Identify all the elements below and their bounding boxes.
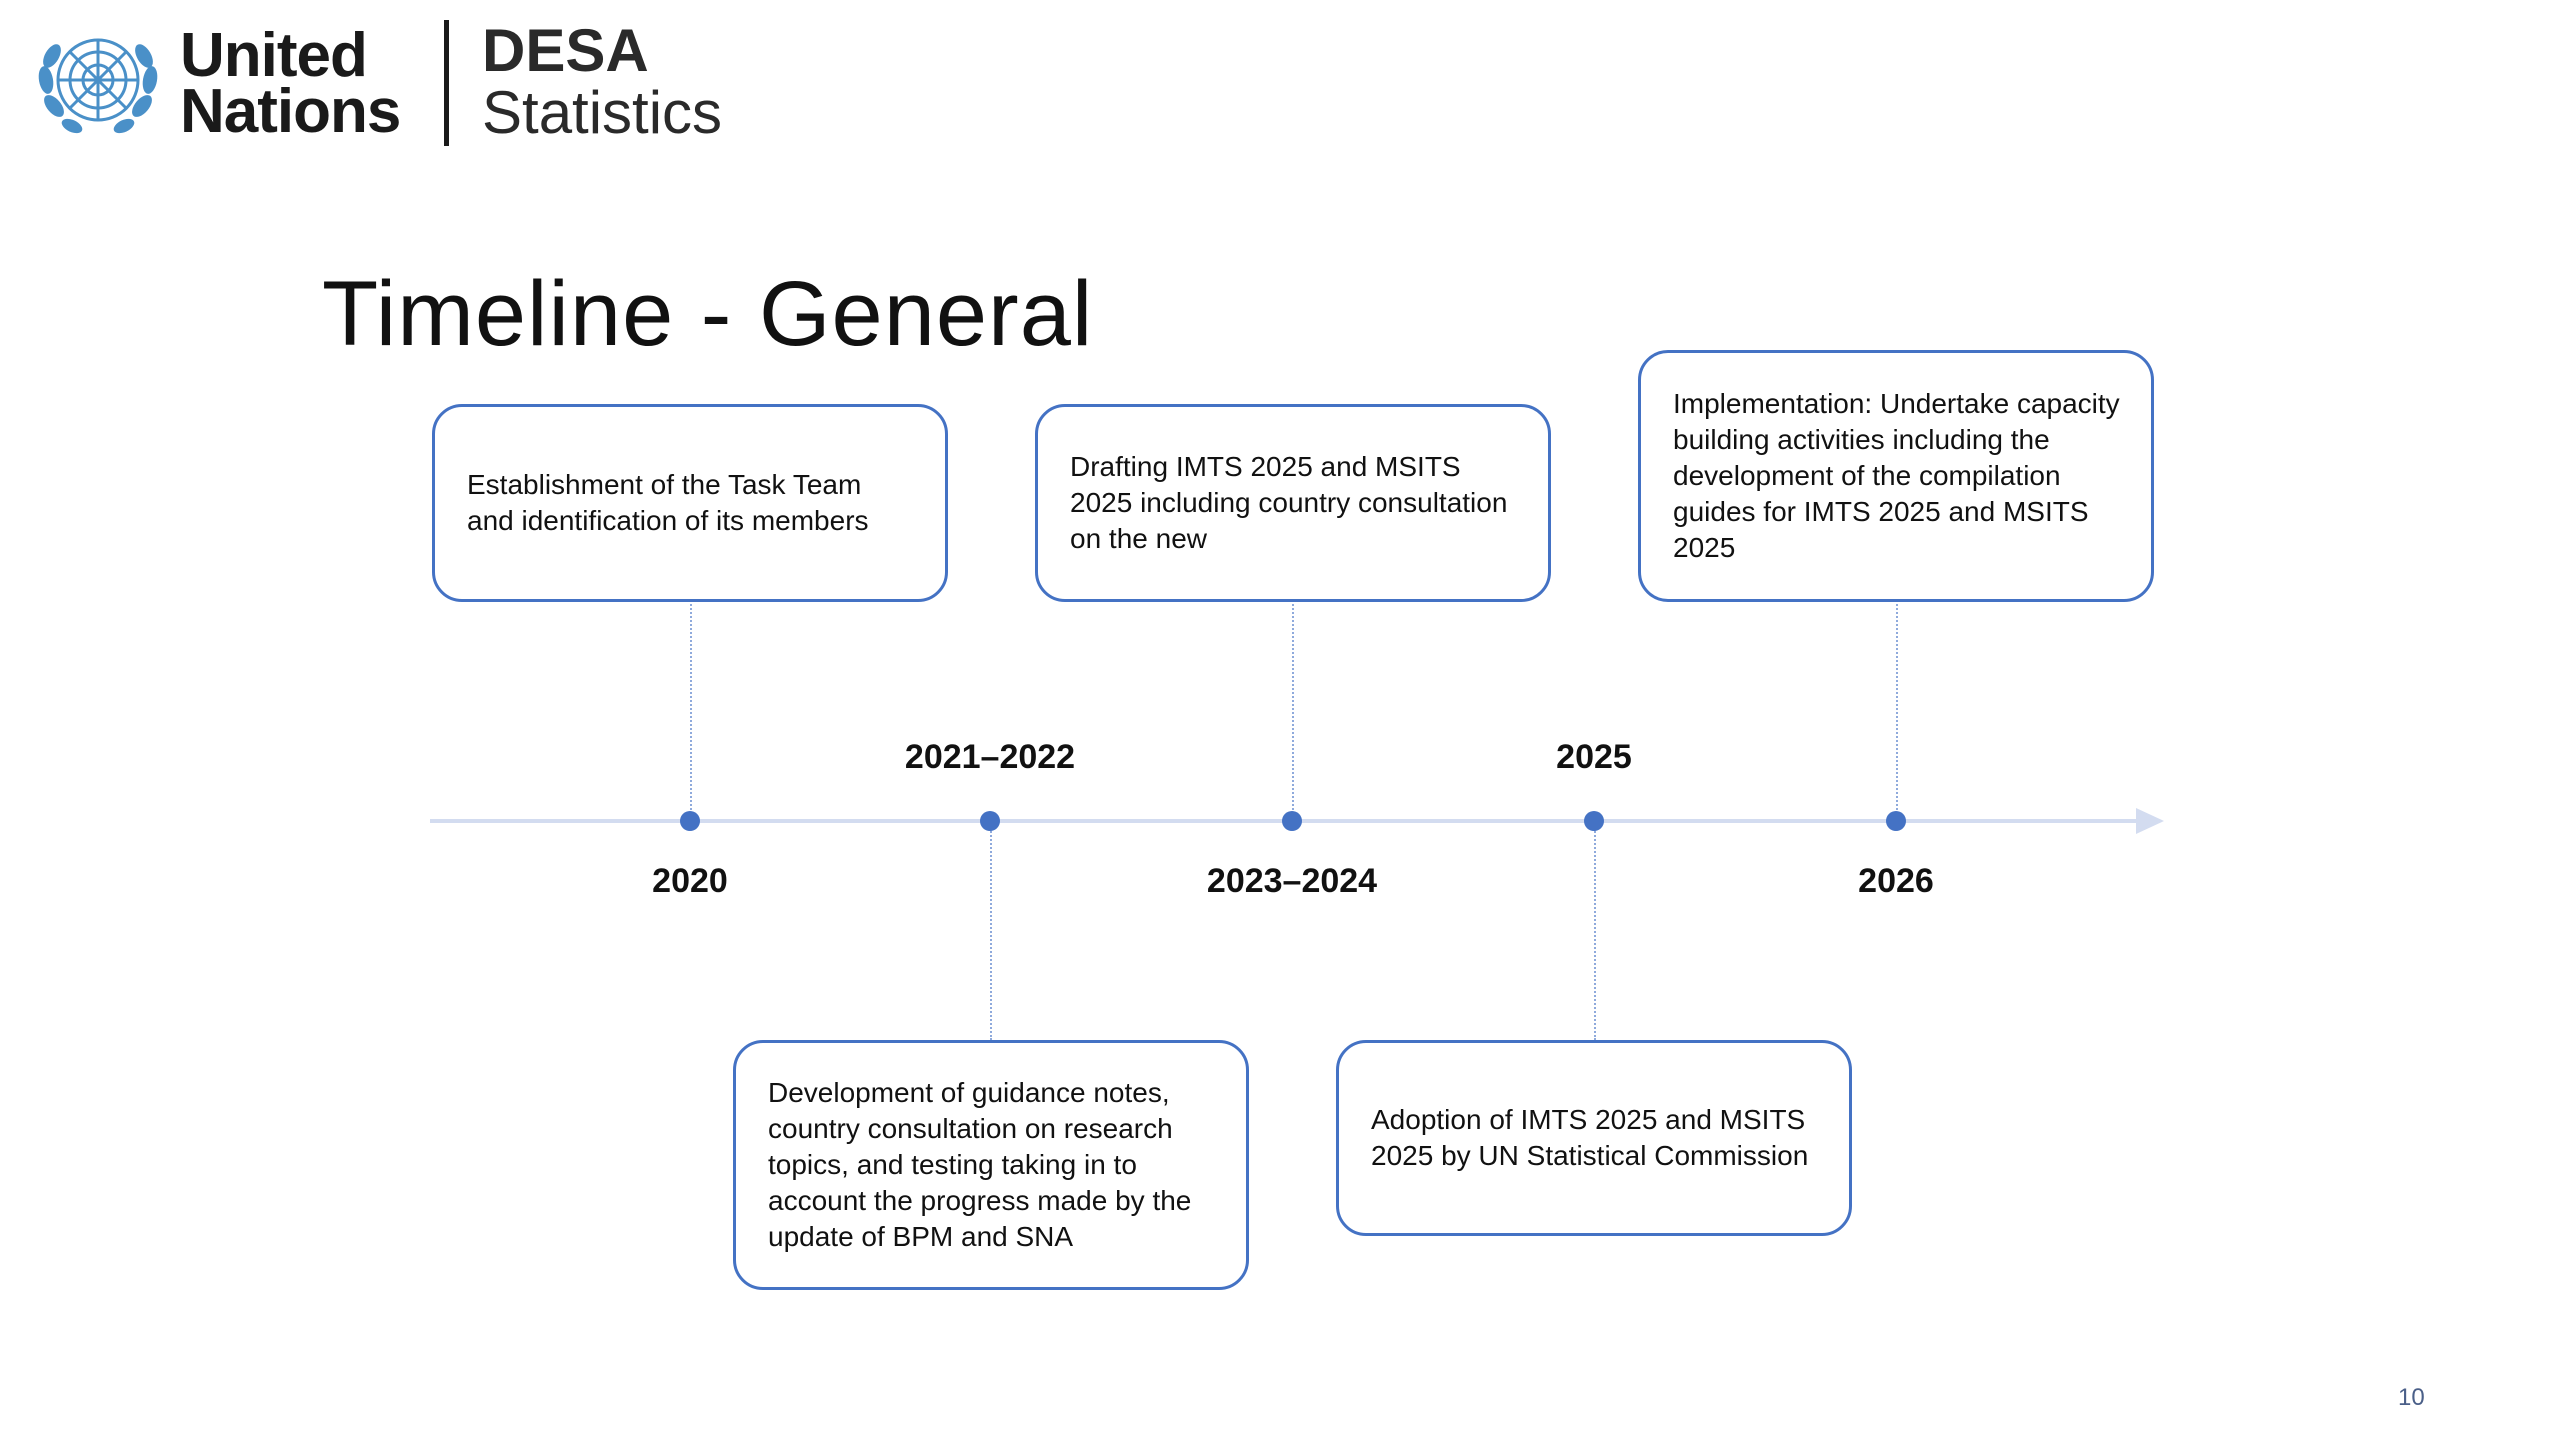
milestone-dot <box>980 811 1000 831</box>
org-name-line1: United <box>180 21 367 90</box>
timeline-arrow-icon <box>2136 808 2164 834</box>
milestone-year: 2025 <box>1556 738 1632 776</box>
milestone-text: Drafting IMTS 2025 and MSITS 2025 including country consultation on the new <box>1070 451 1508 554</box>
milestone-box <box>1638 350 2154 602</box>
milestone-connector <box>1292 600 1294 818</box>
dept-name <box>482 17 723 146</box>
milestone-connector <box>990 824 992 1040</box>
milestone-dot <box>680 811 700 831</box>
milestone-dot <box>1584 811 1604 831</box>
milestone-year: 2021–2022 <box>904 738 1076 776</box>
milestone-text: Implementation: Undertake capacity building activities including the development of the compilation guides for IMTS 2025 and MSITS 2025 <box>1673 388 2120 563</box>
slide-title: Timeline - General <box>322 263 1094 365</box>
milestone-connector <box>690 600 692 818</box>
milestone-box <box>1336 1040 1852 1236</box>
milestone-connector <box>1594 824 1596 1040</box>
un-desa-logo <box>28 17 748 150</box>
dept-name-line1: DESA <box>482 17 649 84</box>
org-name-line2: Nations <box>180 77 401 146</box>
milestone-box <box>432 404 948 602</box>
milestone-year: 2026 <box>1858 862 1934 900</box>
milestone-box <box>733 1040 1249 1290</box>
un-emblem-icon <box>28 20 168 140</box>
milestone-dot <box>1886 811 1906 831</box>
milestone-text: Adoption of IMTS 2025 and MSITS 2025 by UN Statistical Commission <box>1371 1104 1809 1171</box>
logo-divider <box>444 20 449 146</box>
page-number: 10 <box>2398 1384 2425 1411</box>
milestone-box <box>1035 404 1551 602</box>
milestone-text: Development of guidance notes, country consultation on research topics, and testing taking in to account the progress made by the update of BPM and SNA <box>768 1077 1192 1252</box>
milestone-year: 2023–2024 <box>1206 862 1378 900</box>
milestone-text: Establishment of the Task Team and identification of its members <box>467 469 869 536</box>
milestone-dot <box>1282 811 1302 831</box>
milestone-year: 2020 <box>652 862 728 900</box>
dept-name-line2: Statistics <box>482 79 723 146</box>
org-name <box>180 21 401 146</box>
milestone-connector <box>1896 600 1898 818</box>
